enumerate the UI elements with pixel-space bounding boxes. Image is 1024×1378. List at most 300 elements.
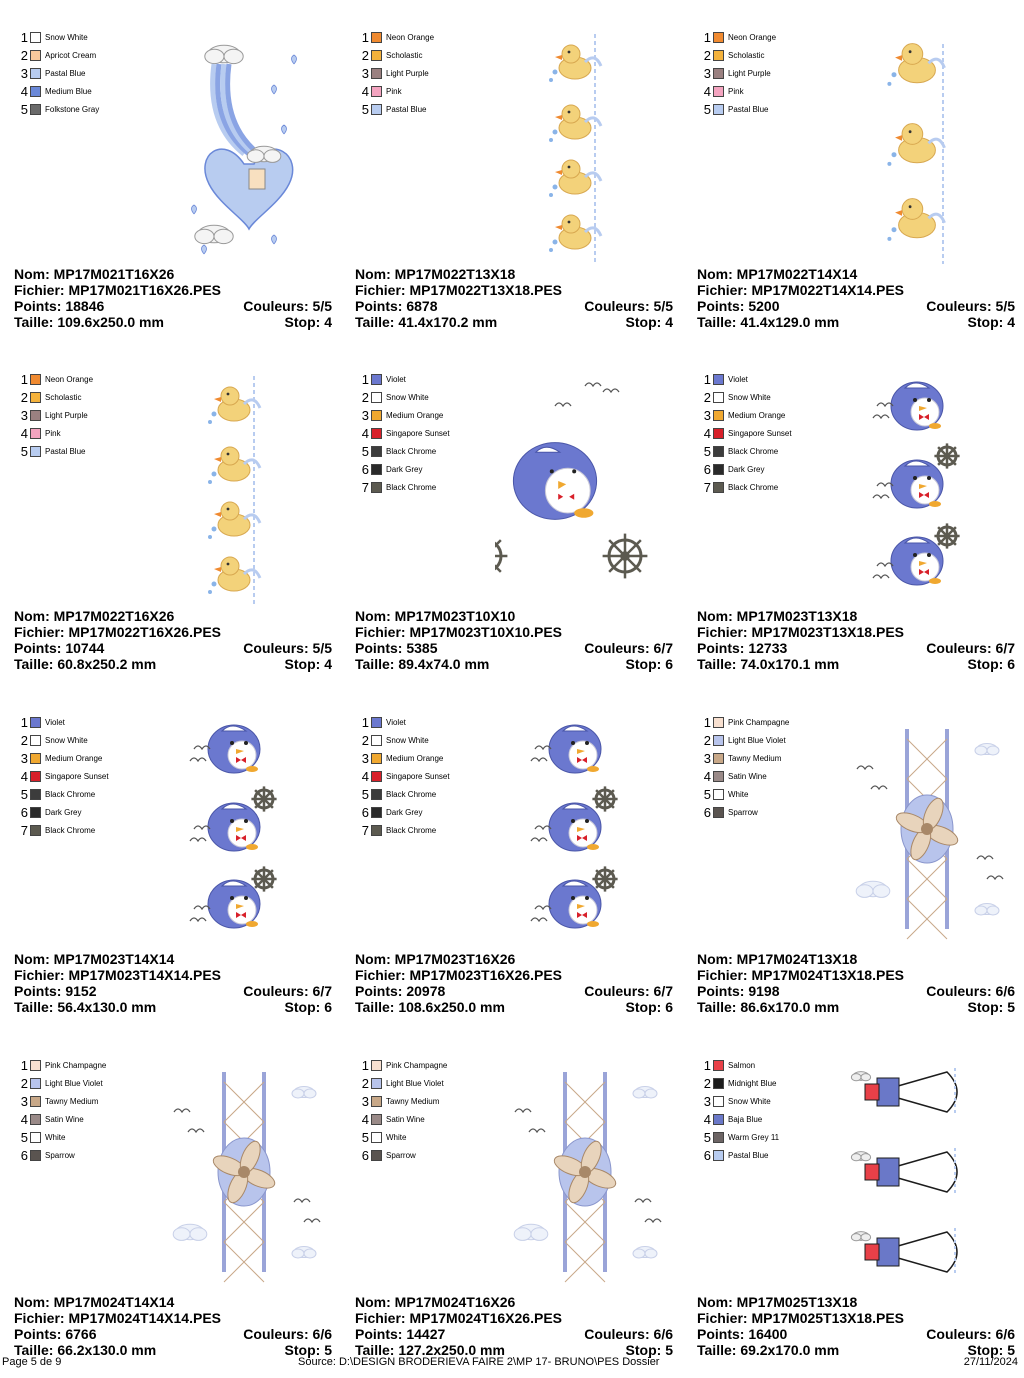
thread-color-row [359, 442, 450, 460]
fichier-label: Fichier: [697, 624, 748, 640]
stop-count: 4 [1007, 314, 1015, 330]
nom-label: Nom: [697, 608, 733, 624]
nom-label: Nom: [697, 951, 733, 967]
thread-color-row [359, 767, 450, 785]
thread-name: Satin Wine [728, 771, 767, 781]
embroidery-preview [495, 1052, 685, 1292]
thread-color-row [18, 388, 93, 406]
thread-number: 1 [361, 714, 369, 730]
thread-color-row [701, 388, 792, 406]
thread-color-row [359, 1074, 447, 1092]
design-card [697, 362, 1024, 692]
color-count: 6/7 [653, 983, 673, 999]
thread-swatch [713, 1060, 724, 1071]
thread-name: Medium Orange [386, 753, 444, 763]
thread-swatch [713, 428, 724, 439]
points-label: Points: [697, 298, 745, 314]
thread-color-row [18, 731, 109, 749]
thread-color-list [701, 28, 776, 118]
thread-swatch [713, 50, 724, 61]
thread-number: 4 [361, 425, 369, 441]
color-count: 6/6 [995, 1326, 1015, 1342]
thread-name: Satin Wine [386, 1114, 425, 1124]
thread-name: Neon Orange [386, 32, 435, 42]
color-count: 6/6 [312, 1326, 332, 1342]
fichier-label: Fichier: [14, 282, 65, 298]
thread-number: 3 [20, 1093, 28, 1109]
thread-swatch [30, 86, 41, 97]
thread-name: Snow White [386, 392, 429, 402]
thread-swatch [371, 104, 382, 115]
stop-label: Stop: [625, 1342, 662, 1358]
thread-name: Apricot Cream [45, 50, 97, 60]
stitch-count: 9198 [748, 983, 780, 999]
design-card [355, 1048, 685, 1378]
thread-number: 5 [703, 443, 711, 459]
thread-swatch [30, 789, 41, 800]
couleurs-label: Couleurs: [243, 983, 309, 999]
stitch-count: 16400 [748, 1326, 788, 1342]
thread-swatch [371, 1132, 382, 1143]
stop-label: Stop: [967, 999, 1004, 1015]
thread-name: Sparrow [45, 1150, 75, 1160]
embroidery-preview [154, 709, 344, 949]
thread-color-row [359, 1056, 447, 1074]
thread-swatch [371, 50, 382, 61]
thread-number: 2 [361, 389, 369, 405]
thread-name: Snow White [728, 392, 771, 402]
thread-name: Medium Orange [45, 753, 103, 763]
points-label: Points: [697, 983, 745, 999]
taille-label: Taille: [355, 656, 395, 672]
fichier-label: Fichier: [697, 1310, 748, 1326]
thread-color-row [701, 1128, 779, 1146]
couleurs-label: Couleurs: [926, 1326, 992, 1342]
design-info [355, 951, 673, 1015]
design-info [14, 608, 332, 672]
thread-color-row [701, 64, 776, 82]
thread-name: Light Blue Violet [386, 1078, 444, 1088]
points-label: Points: [697, 1326, 745, 1342]
stop-label: Stop: [967, 656, 1004, 672]
thread-number: 3 [20, 65, 28, 81]
thread-swatch [371, 464, 382, 475]
thread-swatch [371, 482, 382, 493]
stop-count: 4 [324, 656, 332, 672]
thread-color-row [359, 731, 450, 749]
nom-label: Nom: [697, 1294, 733, 1310]
nom-label: Nom: [355, 1294, 391, 1310]
thread-swatch [30, 753, 41, 764]
thread-name: Pink [728, 86, 744, 96]
thread-swatch [371, 825, 382, 836]
file-name: MP17M024T14X14.PES [68, 1310, 221, 1326]
stitch-count: 6878 [406, 298, 438, 314]
thread-swatch [371, 717, 382, 728]
design-size: 41.4x170.2 mm [398, 314, 498, 330]
taille-label: Taille: [14, 999, 54, 1015]
thread-swatch [371, 32, 382, 43]
thread-color-list [359, 713, 450, 839]
thread-color-row [359, 460, 450, 478]
thread-swatch [30, 735, 41, 746]
thread-color-row [701, 1146, 779, 1164]
couleurs-label: Couleurs: [584, 298, 650, 314]
thread-number: 5 [20, 1129, 28, 1145]
nom-label: Nom: [355, 951, 391, 967]
thread-swatch [371, 789, 382, 800]
embroidery-preview [495, 24, 685, 264]
design-name: MP17M024T16X26 [394, 1294, 516, 1310]
design-card [355, 362, 685, 692]
thread-number: 4 [361, 1111, 369, 1127]
thread-number: 7 [361, 479, 369, 495]
thread-color-row [359, 803, 450, 821]
stitch-count: 6766 [65, 1326, 97, 1342]
design-info [697, 608, 1015, 672]
thread-color-list [359, 28, 434, 118]
design-name: MP17M023T16X26 [394, 951, 516, 967]
thread-color-row [359, 478, 450, 496]
design-info [14, 951, 332, 1015]
page-footer [0, 1354, 1024, 1370]
thread-number: 7 [703, 479, 711, 495]
thread-name: Scholastic [728, 50, 765, 60]
thread-swatch [713, 789, 724, 800]
thread-swatch [713, 1078, 724, 1089]
color-count: 5/5 [653, 298, 673, 314]
thread-number: 6 [361, 1147, 369, 1163]
thread-color-row [18, 1074, 106, 1092]
stop-count: 5 [1007, 1342, 1015, 1358]
stop-count: 6 [1007, 656, 1015, 672]
thread-color-row [18, 1146, 106, 1164]
thread-name: Violet [386, 717, 406, 727]
design-size: 56.4x130.0 mm [57, 999, 157, 1015]
thread-name: Pastal Blue [45, 446, 86, 456]
stop-count: 4 [324, 314, 332, 330]
color-count: 6/7 [653, 640, 673, 656]
thread-color-row [701, 46, 776, 64]
thread-number: 3 [361, 65, 369, 81]
thread-swatch [713, 410, 724, 421]
thread-number: 4 [20, 425, 28, 441]
thread-number: 1 [20, 29, 28, 45]
thread-color-row [18, 370, 93, 388]
thread-color-row [18, 1110, 106, 1128]
design-size: 41.4x129.0 mm [740, 314, 840, 330]
color-count: 5/5 [312, 298, 332, 314]
thread-name: Black Chrome [386, 825, 437, 835]
design-name: MP17M021T16X26 [53, 266, 175, 282]
thread-name: Pink [45, 428, 61, 438]
thread-number: 3 [703, 407, 711, 423]
thread-swatch [30, 410, 41, 421]
stop-count: 4 [665, 314, 673, 330]
thread-number: 3 [703, 750, 711, 766]
thread-number: 6 [703, 1147, 711, 1163]
thread-number: 2 [361, 1075, 369, 1091]
thread-name: Scholastic [386, 50, 423, 60]
stop-count: 5 [665, 1342, 673, 1358]
fichier-label: Fichier: [14, 624, 65, 640]
thread-swatch [30, 1096, 41, 1107]
file-name: MP17M024T16X26.PES [409, 1310, 562, 1326]
thread-color-row [359, 406, 450, 424]
fichier-label: Fichier: [14, 967, 65, 983]
thread-color-list [359, 1056, 447, 1164]
stop-label: Stop: [284, 1342, 321, 1358]
thread-number: 2 [703, 1075, 711, 1091]
design-size: 66.2x130.0 mm [57, 1342, 157, 1358]
thread-swatch [713, 1114, 724, 1125]
design-card [14, 1048, 344, 1378]
thread-swatch [713, 68, 724, 79]
points-label: Points: [355, 640, 403, 656]
stop-label: Stop: [625, 656, 662, 672]
thread-number: 4 [20, 1111, 28, 1127]
design-size: 60.8x250.2 mm [57, 656, 157, 672]
design-size: 69.2x170.0 mm [740, 1342, 840, 1358]
fichier-label: Fichier: [355, 967, 406, 983]
thread-swatch [371, 771, 382, 782]
design-info [697, 951, 1015, 1015]
file-name: MP17M025T13X18.PES [751, 1310, 904, 1326]
page-number: Page 5 de 9 [2, 1356, 62, 1368]
couleurs-label: Couleurs: [243, 1326, 309, 1342]
stop-label: Stop: [625, 314, 662, 330]
thread-color-row [701, 442, 792, 460]
thread-color-row [18, 64, 99, 82]
stop-count: 6 [324, 999, 332, 1015]
thread-name: Midnight Blue [728, 1078, 777, 1088]
thread-name: Neon Orange [728, 32, 777, 42]
thread-swatch [713, 1096, 724, 1107]
thread-number: 3 [20, 407, 28, 423]
thread-color-list [18, 28, 99, 118]
thread-color-row [18, 1128, 106, 1146]
thread-name: Snow White [45, 32, 88, 42]
taille-label: Taille: [355, 1342, 395, 1358]
thread-swatch [371, 807, 382, 818]
design-card [14, 362, 344, 692]
thread-color-row [18, 1056, 106, 1074]
color-count: 5/5 [995, 298, 1015, 314]
thread-swatch [371, 753, 382, 764]
thread-color-list [18, 370, 93, 460]
thread-name: Medium Orange [728, 410, 786, 420]
thread-color-row [359, 1128, 447, 1146]
color-count: 5/5 [312, 640, 332, 656]
thread-swatch [30, 1150, 41, 1161]
thread-name: Singapore Sunset [386, 428, 450, 438]
thread-name: Pastal Blue [386, 104, 427, 114]
thread-color-row [18, 785, 109, 803]
thread-swatch [713, 464, 724, 475]
design-name: MP17M022T16X26 [53, 608, 175, 624]
thread-name: Black Chrome [386, 789, 437, 799]
thread-color-row [359, 370, 450, 388]
thread-name: Satin Wine [45, 1114, 84, 1124]
design-card [355, 705, 685, 1035]
couleurs-label: Couleurs: [926, 640, 992, 656]
thread-name: Neon Orange [45, 374, 94, 384]
thread-color-row [701, 370, 792, 388]
thread-number: 2 [703, 389, 711, 405]
nom-label: Nom: [14, 951, 50, 967]
couleurs-label: Couleurs: [926, 983, 992, 999]
design-info [355, 1294, 673, 1358]
stitch-count: 5200 [748, 298, 780, 314]
thread-name: Tawny Medium [386, 1096, 440, 1106]
thread-name: Light Purple [386, 68, 429, 78]
thread-name: Light Blue Violet [45, 1078, 103, 1088]
thread-name: Violet [45, 717, 65, 727]
nom-label: Nom: [14, 608, 50, 624]
thread-number: 6 [361, 461, 369, 477]
thread-color-row [359, 100, 434, 118]
thread-name: Violet [386, 374, 406, 384]
thread-swatch [713, 104, 724, 115]
thread-number: 2 [20, 389, 28, 405]
thread-swatch [713, 1132, 724, 1143]
couleurs-label: Couleurs: [584, 640, 650, 656]
thread-color-row [18, 424, 93, 442]
thread-number: 2 [703, 732, 711, 748]
thread-number: 2 [703, 47, 711, 63]
thread-color-row [701, 100, 776, 118]
thread-number: 5 [20, 786, 28, 802]
thread-name: Sparrow [728, 807, 758, 817]
thread-swatch [713, 482, 724, 493]
thread-swatch [30, 1060, 41, 1071]
thread-number: 4 [703, 83, 711, 99]
thread-name: Pastal Blue [728, 1150, 769, 1160]
design-info [697, 1294, 1015, 1358]
color-count: 6/6 [653, 1326, 673, 1342]
thread-name: Light Purple [728, 68, 771, 78]
design-name: MP17M022T14X14 [736, 266, 858, 282]
design-name: MP17M024T13X18 [736, 951, 858, 967]
stitch-count: 20978 [406, 983, 446, 999]
fichier-label: Fichier: [355, 1310, 406, 1326]
thread-number: 4 [703, 1111, 711, 1127]
thread-number: 6 [703, 804, 711, 820]
design-info [14, 1294, 332, 1358]
nom-label: Nom: [14, 1294, 50, 1310]
design-card [697, 1048, 1024, 1378]
thread-color-row [18, 821, 109, 839]
stop-label: Stop: [284, 656, 321, 672]
embroidery-preview [837, 24, 1024, 264]
design-size: 86.6x170.0 mm [740, 999, 840, 1015]
file-name: MP17M022T13X18.PES [409, 282, 562, 298]
stop-count: 5 [324, 1342, 332, 1358]
thread-number: 3 [361, 750, 369, 766]
thread-number: 5 [703, 1129, 711, 1145]
points-label: Points: [697, 640, 745, 656]
thread-color-row [359, 82, 434, 100]
design-card [14, 705, 344, 1035]
design-size: 109.6x250.0 mm [57, 314, 164, 330]
thread-number: 5 [703, 786, 711, 802]
stitch-count: 10744 [65, 640, 105, 656]
thread-color-row [701, 1092, 779, 1110]
thread-name: Pink [386, 86, 402, 96]
thread-swatch [371, 68, 382, 79]
thread-number: 7 [361, 822, 369, 838]
thread-swatch [371, 374, 382, 385]
design-card [14, 20, 344, 350]
thread-number: 1 [20, 1057, 28, 1073]
thread-number: 2 [20, 732, 28, 748]
thread-name: Snow White [728, 1096, 771, 1106]
thread-number: 4 [703, 768, 711, 784]
thread-name: Dark Grey [386, 464, 423, 474]
stitch-count: 18846 [65, 298, 105, 314]
thread-name: Black Chrome [45, 789, 96, 799]
couleurs-label: Couleurs: [243, 640, 309, 656]
thread-swatch [713, 446, 724, 457]
fichier-label: Fichier: [355, 282, 406, 298]
thread-swatch [30, 104, 41, 115]
thread-name: Pink Champagne [45, 1060, 107, 1070]
thread-color-row [359, 388, 450, 406]
thread-name: Pink Champagne [386, 1060, 448, 1070]
thread-swatch [713, 86, 724, 97]
thread-swatch [371, 1096, 382, 1107]
thread-color-row [701, 767, 789, 785]
design-card [355, 20, 685, 350]
thread-name: Dark Grey [45, 807, 82, 817]
embroidery-preview [154, 366, 344, 606]
thread-name: Scholastic [45, 392, 82, 402]
thread-color-row [701, 785, 789, 803]
thread-color-row [701, 803, 789, 821]
embroidery-preview [154, 1052, 344, 1292]
thread-swatch [30, 446, 41, 457]
thread-name: Black Chrome [386, 446, 437, 456]
thread-swatch [30, 68, 41, 79]
thread-color-row [359, 821, 450, 839]
thread-color-list [18, 1056, 106, 1164]
nom-label: Nom: [355, 266, 391, 282]
thread-swatch [371, 446, 382, 457]
file-name: MP17M023T14X14.PES [68, 967, 221, 983]
thread-number: 1 [703, 29, 711, 45]
thread-color-list [359, 370, 450, 496]
points-label: Points: [14, 983, 62, 999]
thread-swatch [371, 86, 382, 97]
thread-color-row [18, 46, 99, 64]
thread-color-row [359, 1092, 447, 1110]
thread-color-list [701, 370, 792, 496]
thread-name: Black Chrome [386, 482, 437, 492]
thread-number: 5 [20, 101, 28, 117]
file-name: MP17M022T14X14.PES [751, 282, 904, 298]
thread-color-row [359, 1146, 447, 1164]
thread-number: 2 [361, 732, 369, 748]
thread-number: 1 [703, 714, 711, 730]
thread-swatch [713, 735, 724, 746]
thread-swatch [30, 825, 41, 836]
thread-number: 2 [20, 47, 28, 63]
thread-color-row [359, 749, 450, 767]
thread-color-row [359, 713, 450, 731]
thread-color-row [701, 424, 792, 442]
thread-name: Dark Grey [386, 807, 423, 817]
thread-swatch [713, 32, 724, 43]
